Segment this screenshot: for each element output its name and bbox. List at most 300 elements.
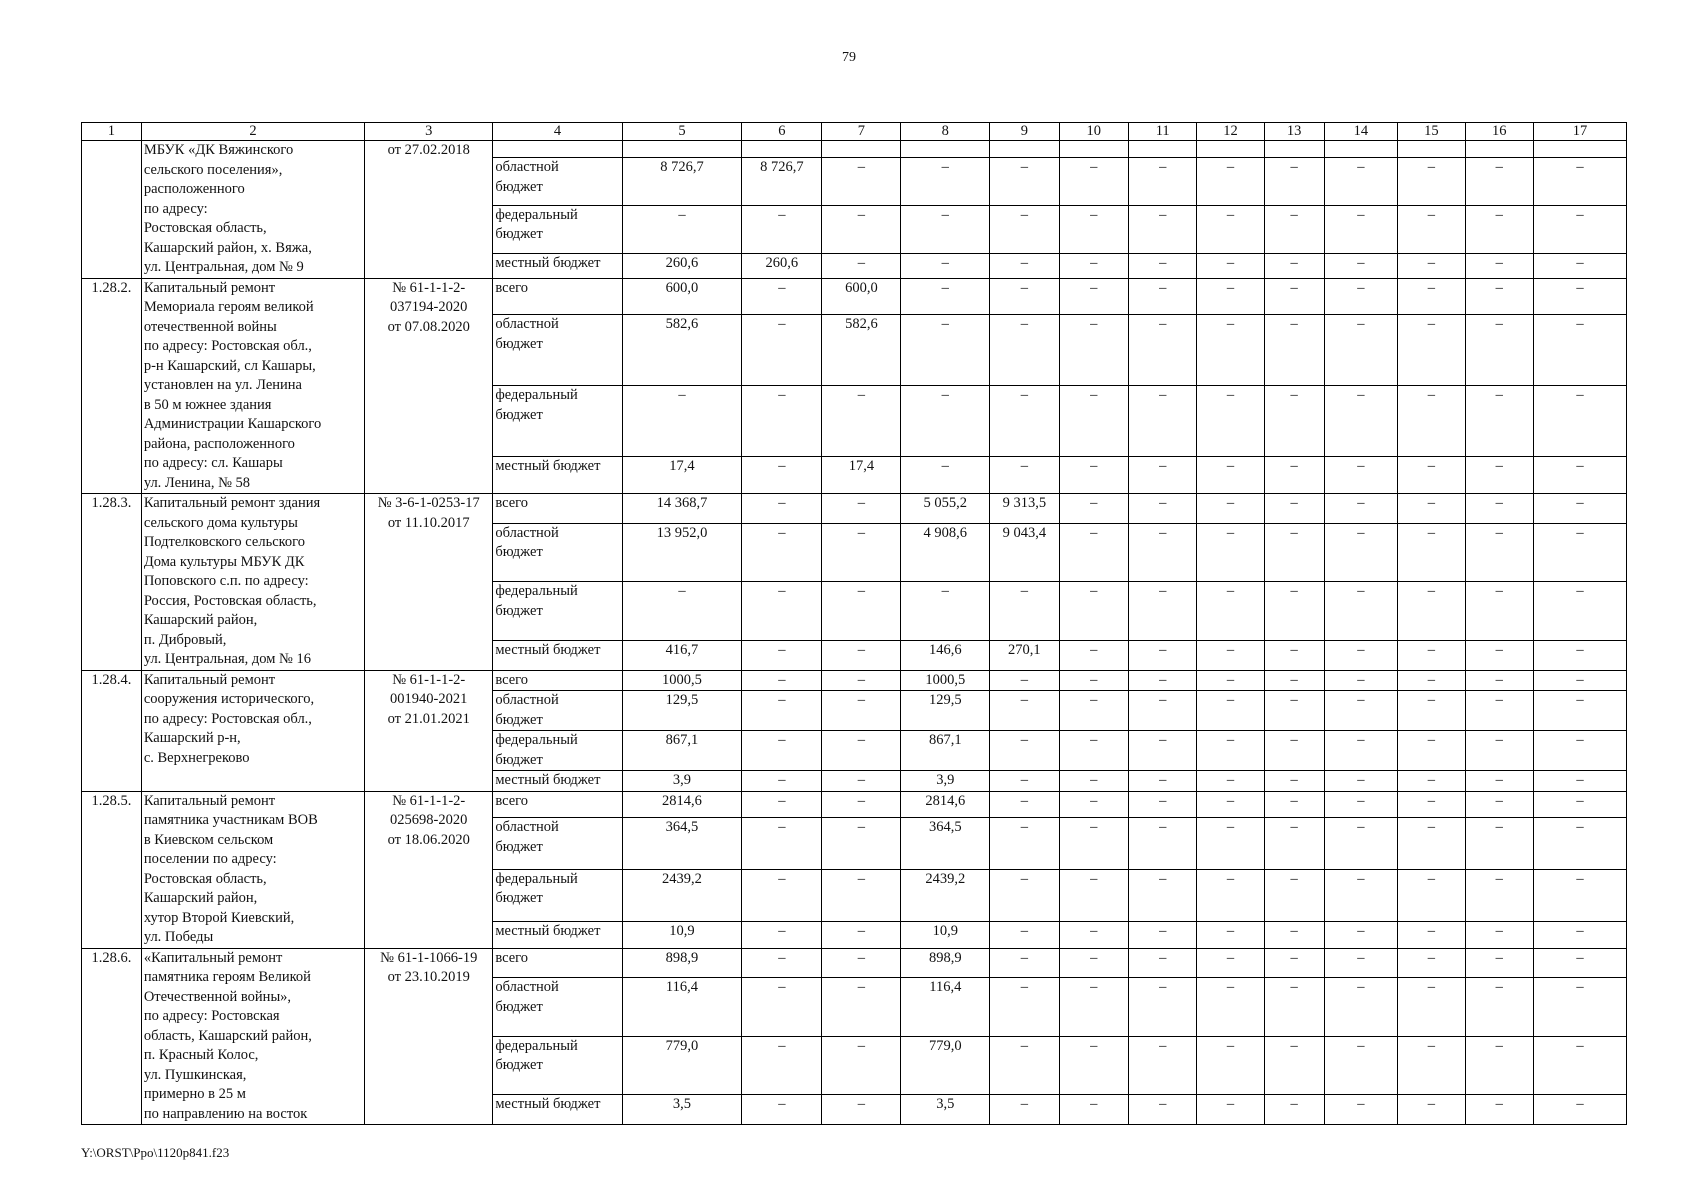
value-cell: –: [1465, 921, 1533, 948]
value-cell: –: [1465, 691, 1533, 731]
value-cell: 260,6: [742, 253, 822, 278]
value-cell: 600,0: [822, 278, 901, 315]
header-row: [82, 123, 1627, 141]
value-cell: –: [1129, 386, 1197, 457]
value-cell: –: [1197, 1095, 1264, 1125]
value-cell: –: [1324, 158, 1398, 206]
value-cell: 10,9: [622, 921, 742, 948]
value-cell: –: [1398, 158, 1465, 206]
column-header: 7: [822, 123, 901, 141]
funding-source: областной бюджет: [493, 158, 622, 206]
funding-source: областной бюджет: [493, 818, 622, 870]
value-cell: –: [742, 978, 822, 1036]
value-cell: –: [1264, 205, 1324, 253]
row-number: [82, 141, 142, 279]
funding-source: всего: [493, 670, 622, 691]
value-cell: –: [1197, 771, 1264, 792]
value-cell: –: [1533, 670, 1626, 691]
value-cell: –: [1264, 278, 1324, 315]
value-cell: –: [1324, 582, 1398, 640]
value-cell: –: [901, 158, 990, 206]
value-cell: –: [990, 386, 1059, 457]
row-number: 1.28.6.: [82, 948, 142, 1125]
column-header: 10: [1059, 123, 1128, 141]
value-cell: –: [742, 670, 822, 691]
value-cell: –: [901, 315, 990, 386]
value-cell: –: [1059, 278, 1128, 315]
value-cell: –: [822, 253, 901, 278]
value-cell: –: [1324, 315, 1398, 386]
value-cell: –: [1059, 978, 1128, 1036]
value-cell: –: [1324, 691, 1398, 731]
value-cell: –: [1465, 582, 1533, 640]
value-cell: –: [1059, 457, 1128, 494]
value-cell: –: [1197, 640, 1264, 670]
value-cell: –: [1465, 386, 1533, 457]
value-cell: –: [1465, 670, 1533, 691]
value-cell: –: [1465, 771, 1533, 792]
value-cell: –: [742, 278, 822, 315]
value-cell: –: [1197, 205, 1264, 253]
value-cell: –: [1533, 921, 1626, 948]
value-cell: –: [822, 771, 901, 792]
value-cell: 3,5: [622, 1095, 742, 1125]
value-cell: –: [1533, 771, 1626, 792]
value-cell: –: [1059, 640, 1128, 670]
value-cell: –: [742, 640, 822, 670]
value-cell: –: [742, 457, 822, 494]
value-cell: –: [1264, 978, 1324, 1036]
value-cell: –: [1533, 640, 1626, 670]
value-cell: –: [1129, 158, 1197, 206]
value-cell: –: [1324, 731, 1398, 771]
value-cell: –: [1465, 523, 1533, 581]
document-number: № 61-1-1066-19 от 23.10.2019: [365, 948, 493, 1125]
value-cell: –: [742, 494, 822, 524]
column-header: 17: [1533, 123, 1626, 141]
value-cell: –: [1129, 978, 1197, 1036]
value-cell: 5 055,2: [901, 494, 990, 524]
value-cell: 4 908,6: [901, 523, 990, 581]
value-cell: –: [1264, 921, 1324, 948]
column-header: 16: [1465, 123, 1533, 141]
value-cell: 14 368,7: [622, 494, 742, 524]
value-cell: –: [822, 818, 901, 870]
value-cell: –: [1465, 158, 1533, 206]
empty-cell: [1324, 141, 1398, 158]
funding-source: областной бюджет: [493, 691, 622, 731]
value-cell: –: [1197, 691, 1264, 731]
value-cell: 8 726,7: [622, 158, 742, 206]
value-cell: –: [742, 818, 822, 870]
table-row: [82, 791, 1627, 818]
empty-cell: [1533, 141, 1626, 158]
value-cell: –: [1129, 457, 1197, 494]
value-cell: –: [1324, 869, 1398, 921]
value-cell: –: [1264, 582, 1324, 640]
value-cell: 2439,2: [901, 869, 990, 921]
value-cell: 3,9: [901, 771, 990, 792]
value-cell: –: [742, 921, 822, 948]
value-cell: 129,5: [622, 691, 742, 731]
document-number: № 3-6-1-0253-17 от 11.10.2017: [365, 494, 493, 671]
value-cell: –: [990, 978, 1059, 1036]
value-cell: –: [1533, 523, 1626, 581]
column-header: 11: [1129, 123, 1197, 141]
empty-cell: [990, 141, 1059, 158]
empty-cell: [1465, 141, 1533, 158]
value-cell: –: [1324, 640, 1398, 670]
value-cell: –: [1197, 978, 1264, 1036]
value-cell: –: [1264, 386, 1324, 457]
value-cell: –: [742, 791, 822, 818]
value-cell: –: [1465, 315, 1533, 386]
value-cell: –: [1324, 386, 1398, 457]
value-cell: –: [822, 869, 901, 921]
value-cell: –: [1533, 691, 1626, 731]
value-cell: –: [1398, 278, 1465, 315]
value-cell: –: [1129, 582, 1197, 640]
value-cell: –: [822, 582, 901, 640]
value-cell: 2814,6: [622, 791, 742, 818]
value-cell: –: [901, 253, 990, 278]
value-cell: –: [1059, 315, 1128, 386]
value-cell: –: [1324, 494, 1398, 524]
value-cell: –: [990, 791, 1059, 818]
funding-source: местный бюджет: [493, 253, 622, 278]
empty-cell: [493, 141, 622, 158]
value-cell: –: [990, 582, 1059, 640]
value-cell: –: [822, 791, 901, 818]
page-number: 79: [842, 50, 856, 65]
value-cell: –: [742, 205, 822, 253]
value-cell: –: [1129, 278, 1197, 315]
value-cell: –: [1465, 731, 1533, 771]
value-cell: –: [1398, 457, 1465, 494]
value-cell: –: [1398, 386, 1465, 457]
value-cell: 9 313,5: [990, 494, 1059, 524]
value-cell: –: [1197, 582, 1264, 640]
value-cell: –: [822, 670, 901, 691]
value-cell: –: [1324, 1036, 1398, 1094]
value-cell: 146,6: [901, 640, 990, 670]
value-cell: –: [1264, 691, 1324, 731]
value-cell: –: [1129, 523, 1197, 581]
row-number: 1.28.5.: [82, 791, 142, 948]
value-cell: –: [1197, 921, 1264, 948]
value-cell: –: [822, 386, 901, 457]
value-cell: 416,7: [622, 640, 742, 670]
value-cell: 867,1: [901, 731, 990, 771]
value-cell: –: [1129, 670, 1197, 691]
value-cell: –: [1324, 1095, 1398, 1125]
value-cell: –: [901, 386, 990, 457]
empty-cell: [622, 141, 742, 158]
value-cell: –: [1533, 315, 1626, 386]
value-cell: –: [1129, 205, 1197, 253]
value-cell: 3,5: [901, 1095, 990, 1125]
value-cell: 779,0: [622, 1036, 742, 1094]
value-cell: –: [901, 205, 990, 253]
table-row: [82, 278, 1627, 315]
value-cell: –: [1129, 1036, 1197, 1094]
value-cell: –: [1059, 921, 1128, 948]
value-cell: –: [742, 1095, 822, 1125]
column-header: 2: [141, 123, 364, 141]
column-header: 13: [1264, 123, 1324, 141]
value-cell: –: [1264, 771, 1324, 792]
column-header: 8: [901, 123, 990, 141]
value-cell: 116,4: [622, 978, 742, 1036]
value-cell: –: [742, 582, 822, 640]
value-cell: 779,0: [901, 1036, 990, 1094]
column-header: 15: [1398, 123, 1465, 141]
value-cell: –: [1398, 582, 1465, 640]
value-cell: –: [1398, 791, 1465, 818]
value-cell: –: [1533, 869, 1626, 921]
value-cell: 898,9: [622, 948, 742, 978]
value-cell: 129,5: [901, 691, 990, 731]
value-cell: –: [1533, 457, 1626, 494]
value-cell: –: [1197, 158, 1264, 206]
value-cell: 867,1: [622, 731, 742, 771]
value-cell: –: [990, 457, 1059, 494]
empty-cell: [1129, 141, 1197, 158]
value-cell: –: [1533, 1036, 1626, 1094]
column-header: 1: [82, 123, 142, 141]
value-cell: 582,6: [822, 315, 901, 386]
object-name: «Капитальный ремонт памятника героям Великой Отечественной войны», по адресу: Ростовская область, Кашарский район, п. Красный Колос, ул. Пушкинская, примерно в 25 м по направлению на восток: [141, 948, 364, 1125]
value-cell: –: [1264, 494, 1324, 524]
value-cell: –: [990, 731, 1059, 771]
value-cell: –: [1197, 791, 1264, 818]
value-cell: –: [1264, 523, 1324, 581]
value-cell: –: [1533, 948, 1626, 978]
value-cell: –: [1324, 278, 1398, 315]
value-cell: –: [1059, 869, 1128, 921]
value-cell: –: [1197, 523, 1264, 581]
value-cell: –: [901, 278, 990, 315]
value-cell: –: [990, 253, 1059, 278]
value-cell: –: [742, 386, 822, 457]
empty-cell: [1059, 141, 1128, 158]
value-cell: –: [1398, 640, 1465, 670]
value-cell: –: [1533, 731, 1626, 771]
value-cell: 17,4: [822, 457, 901, 494]
value-cell: –: [1398, 1095, 1465, 1125]
value-cell: –: [990, 278, 1059, 315]
value-cell: 364,5: [622, 818, 742, 870]
value-cell: –: [1197, 948, 1264, 978]
value-cell: 10,9: [901, 921, 990, 948]
value-cell: 13 952,0: [622, 523, 742, 581]
value-cell: –: [1197, 386, 1264, 457]
value-cell: –: [1264, 640, 1324, 670]
value-cell: –: [1264, 948, 1324, 978]
value-cell: –: [1264, 791, 1324, 818]
value-cell: –: [1129, 791, 1197, 818]
value-cell: 3,9: [622, 771, 742, 792]
value-cell: 2439,2: [622, 869, 742, 921]
funding-source: всего: [493, 494, 622, 524]
value-cell: –: [1324, 457, 1398, 494]
empty-cell: [1398, 141, 1465, 158]
value-cell: –: [1324, 948, 1398, 978]
row-number: 1.28.3.: [82, 494, 142, 671]
value-cell: –: [1059, 494, 1128, 524]
value-cell: –: [1059, 205, 1128, 253]
value-cell: –: [1059, 948, 1128, 978]
value-cell: –: [822, 158, 901, 206]
value-cell: –: [1398, 771, 1465, 792]
value-cell: –: [822, 640, 901, 670]
value-cell: –: [1398, 818, 1465, 870]
funding-source: местный бюджет: [493, 1095, 622, 1125]
value-cell: –: [822, 921, 901, 948]
value-cell: –: [1324, 791, 1398, 818]
column-header: 5: [622, 123, 742, 141]
value-cell: –: [1059, 1036, 1128, 1094]
value-cell: –: [1059, 253, 1128, 278]
empty-cell: [1264, 141, 1324, 158]
column-header: 12: [1197, 123, 1264, 141]
funding-source: всего: [493, 948, 622, 978]
value-cell: –: [1197, 494, 1264, 524]
value-cell: –: [1059, 158, 1128, 206]
value-cell: –: [1059, 791, 1128, 818]
value-cell: –: [1398, 948, 1465, 978]
value-cell: –: [1197, 869, 1264, 921]
value-cell: –: [1129, 640, 1197, 670]
funding-source: федеральный бюджет: [493, 1036, 622, 1094]
row-number: 1.28.2.: [82, 278, 142, 494]
empty-cell: [1197, 141, 1264, 158]
value-cell: –: [1324, 523, 1398, 581]
funding-source: областной бюджет: [493, 523, 622, 581]
table-row: [82, 141, 1627, 158]
funding-source: местный бюджет: [493, 921, 622, 948]
value-cell: –: [1129, 691, 1197, 731]
value-cell: –: [1059, 582, 1128, 640]
object-name: Капитальный ремонт Мемориала героям великой отечественной войны по адресу: Ростовская обл., р-н Кашарский, сл Кашары, установлен на ул. Ленина в 50 м южнее здания Администрации Кашарского района, расположенного по адресу: сл. Кашары ул. Ленина, № 58: [141, 278, 364, 494]
value-cell: –: [1059, 731, 1128, 771]
funding-source: федеральный бюджет: [493, 869, 622, 921]
value-cell: –: [1197, 818, 1264, 870]
value-cell: –: [822, 731, 901, 771]
value-cell: –: [1465, 1095, 1533, 1125]
value-cell: –: [742, 315, 822, 386]
value-cell: –: [822, 948, 901, 978]
footer-file-path: Y:\ORST\Ppo\1120p841.f23: [81, 1145, 230, 1160]
value-cell: –: [1129, 948, 1197, 978]
value-cell: –: [1059, 386, 1128, 457]
value-cell: –: [1398, 691, 1465, 731]
value-cell: –: [1059, 523, 1128, 581]
table-row: [82, 670, 1627, 691]
value-cell: –: [1465, 1036, 1533, 1094]
value-cell: –: [742, 523, 822, 581]
value-cell: –: [1533, 978, 1626, 1036]
value-cell: –: [622, 205, 742, 253]
value-cell: –: [990, 818, 1059, 870]
value-cell: –: [1264, 158, 1324, 206]
value-cell: –: [1398, 869, 1465, 921]
row-number: 1.28.4.: [82, 670, 142, 791]
value-cell: –: [822, 691, 901, 731]
value-cell: –: [1398, 253, 1465, 278]
value-cell: –: [990, 691, 1059, 731]
empty-cell: [742, 141, 822, 158]
value-cell: –: [1197, 1036, 1264, 1094]
value-cell: 1000,5: [901, 670, 990, 691]
value-cell: –: [1264, 253, 1324, 278]
value-cell: –: [1129, 1095, 1197, 1125]
value-cell: –: [1324, 978, 1398, 1036]
value-cell: –: [822, 494, 901, 524]
value-cell: –: [990, 158, 1059, 206]
value-cell: –: [1324, 921, 1398, 948]
value-cell: –: [742, 948, 822, 978]
value-cell: –: [990, 670, 1059, 691]
value-cell: –: [1398, 205, 1465, 253]
value-cell: –: [1533, 386, 1626, 457]
value-cell: –: [1398, 494, 1465, 524]
value-cell: –: [1398, 978, 1465, 1036]
value-cell: –: [1129, 818, 1197, 870]
value-cell: –: [1533, 818, 1626, 870]
value-cell: –: [1465, 494, 1533, 524]
value-cell: –: [990, 315, 1059, 386]
value-cell: –: [1465, 978, 1533, 1036]
object-name: МБУК «ДК Вяжинского сельского поселения», расположенного по адресу: Ростовская область, Кашарский район, х. Вяжа, ул. Центральная, дом № 9: [141, 141, 364, 279]
value-cell: 582,6: [622, 315, 742, 386]
value-cell: –: [1465, 818, 1533, 870]
value-cell: 364,5: [901, 818, 990, 870]
table-row: [82, 494, 1627, 524]
value-cell: –: [1264, 869, 1324, 921]
column-header: 6: [742, 123, 822, 141]
value-cell: –: [1324, 253, 1398, 278]
value-cell: –: [1465, 253, 1533, 278]
value-cell: –: [1129, 869, 1197, 921]
value-cell: –: [1059, 691, 1128, 731]
value-cell: –: [1264, 818, 1324, 870]
value-cell: –: [822, 205, 901, 253]
value-cell: –: [1264, 1036, 1324, 1094]
value-cell: –: [1324, 205, 1398, 253]
value-cell: –: [1197, 253, 1264, 278]
value-cell: 2814,6: [901, 791, 990, 818]
value-cell: –: [742, 731, 822, 771]
value-cell: 116,4: [901, 978, 990, 1036]
column-header: 9: [990, 123, 1059, 141]
value-cell: –: [1398, 731, 1465, 771]
value-cell: –: [1129, 315, 1197, 386]
value-cell: –: [1264, 1095, 1324, 1125]
value-cell: –: [990, 771, 1059, 792]
value-cell: –: [1398, 523, 1465, 581]
document-number: от 27.02.2018: [365, 141, 493, 279]
value-cell: –: [1465, 869, 1533, 921]
funding-source: всего: [493, 278, 622, 315]
value-cell: –: [1129, 253, 1197, 278]
funding-source: федеральный бюджет: [493, 386, 622, 457]
value-cell: –: [990, 948, 1059, 978]
value-cell: –: [1264, 670, 1324, 691]
funding-source: областной бюджет: [493, 978, 622, 1036]
value-cell: –: [1533, 278, 1626, 315]
value-cell: –: [990, 1036, 1059, 1094]
